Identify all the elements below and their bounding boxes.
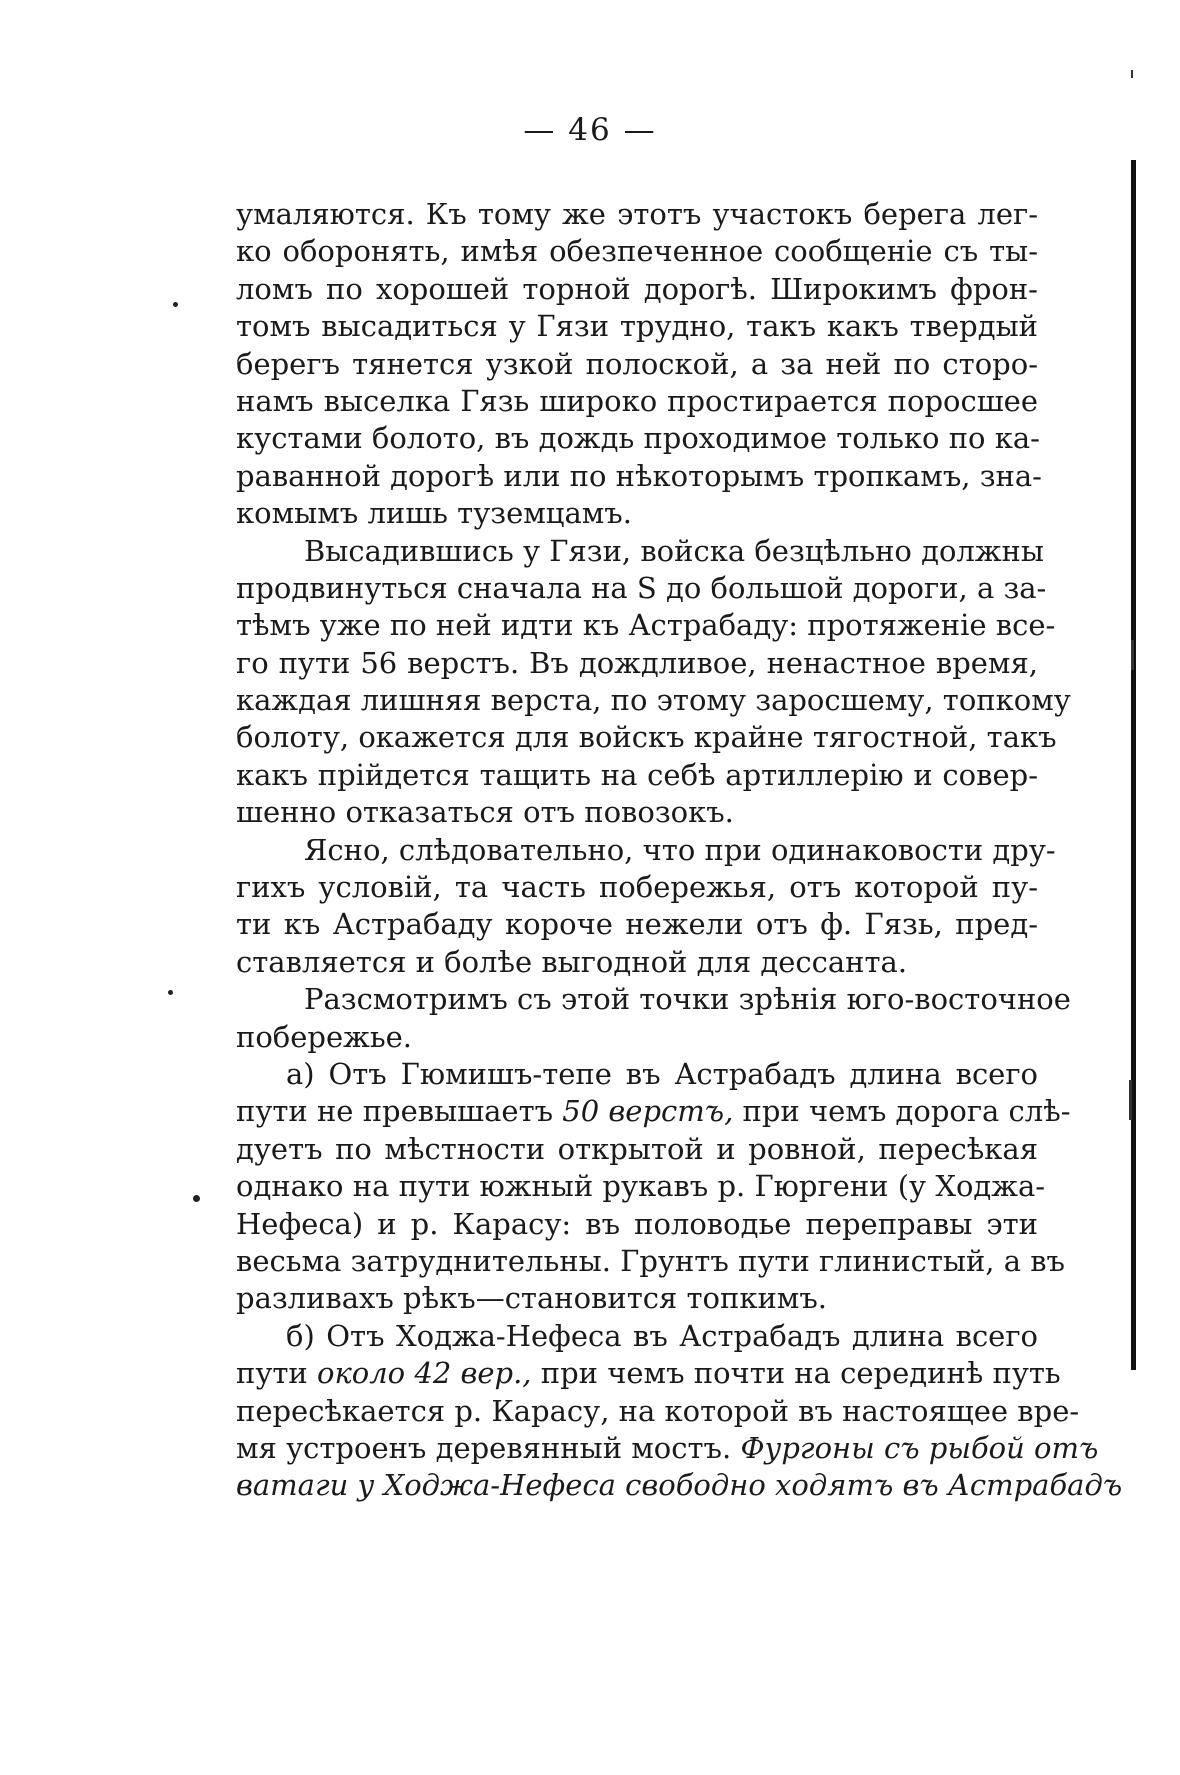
paragraph-start-line <box>236 1318 1038 1355</box>
text-line <box>236 1467 1123 1504</box>
text-line: какъ прійдется тащить на себѣ артиллерію и совер- <box>236 757 1038 792</box>
text-run: а) Отъ Гюмишъ-тепе въ Астрабадъ длина всего <box>286 1056 1038 1091</box>
text-line: ко оборонять, имѣя обезпеченное сообщеніе съ ты- <box>236 234 1038 269</box>
text-run: б) Отъ Ходжа-Нефеса въ Астрабадъ длина всего <box>286 1318 1038 1353</box>
paragraph-start-line <box>236 1056 1038 1093</box>
text-line: продвинуться сначала на S до большой дороги, а за- <box>236 570 1047 605</box>
page-edge-mark <box>1131 70 1133 78</box>
stray-ink-dot <box>193 1195 200 1202</box>
paragraph-start-line: Разсмотримъ съ этой точки зрѣнія юго-восточное <box>304 982 1071 1017</box>
text-line <box>236 1206 1038 1243</box>
text-line: гихъ условій, та часть побережья, отъ которой пу- <box>236 870 1038 905</box>
text-run: при чемъ дорога слѣ- <box>733 1094 1071 1129</box>
text-line: умаляются. Къ тому же этотъ участокъ берега лег- <box>236 197 1038 231</box>
text-line <box>236 1243 1066 1280</box>
text-run: пути не превышаетъ <box>236 1094 563 1129</box>
text-run: дуетъ по мѣстности открытой и ровной, пересѣкая <box>236 1131 1038 1166</box>
text-run: весьма затруднительны. Грунтъ пути глинистый, а въ <box>236 1243 1066 1278</box>
text-line <box>236 1393 1080 1430</box>
italic-run: 50 верстъ, <box>562 1094 734 1129</box>
text-line: ломъ по хорошей торной дорогѣ. Широкимъ фрон- <box>236 271 1038 306</box>
text-line: комымъ лишь туземцамъ. <box>236 496 632 531</box>
text-line: шенно отказаться отъ повозокъ. <box>236 795 734 830</box>
text-line <box>236 1430 1099 1467</box>
text-line: каждая лишняя верста, по этому заросшему, топкому <box>236 683 1071 718</box>
text-run: разливахъ рѣкъ—становится топкимъ. <box>236 1281 828 1316</box>
text-line: ти къ Астрабаду короче нежели отъ ф. Гязь, пред- <box>236 907 1038 942</box>
italic-run: около 42 вер., <box>316 1356 532 1391</box>
text-line: берегъ тянется узкой полоской, а за ней по сторо- <box>236 346 1038 381</box>
text-line <box>236 1093 1071 1130</box>
text-run: Нефеса) и р. Карасу: въ половодье переправы эти <box>236 1206 1038 1241</box>
text-run: мя устроенъ деревянный мостъ. <box>236 1430 741 1465</box>
text-line: раванной дорогѣ или по нѣкоторымъ тропкамъ, зна- <box>236 458 1042 493</box>
text-run: однако на пути южный рукавъ р. Гюргени (у Ходжа- <box>236 1169 1046 1204</box>
text-block <box>236 196 1123 1505</box>
page-edge-rule <box>1131 160 1136 1370</box>
text-line: намъ выселка Гязь широко простирается поросшее <box>236 383 1038 418</box>
stray-ink-dot <box>168 990 173 995</box>
text-line: болоту, окажется для войскъ крайне тягостной, такъ <box>236 720 1057 755</box>
paragraph-start-line: Ясно, слѣдовательно, что при одинаковости дру- <box>304 832 1056 867</box>
stray-ink-dot <box>173 302 178 307</box>
text-line: тѣмъ уже по ней идти къ Астрабаду: протяженіе все- <box>236 608 1056 643</box>
text-line: побережье. <box>236 1019 412 1054</box>
text-line: го пути 56 верстъ. Въ дождливое, ненастное время, <box>236 645 1038 680</box>
page-edge-mark <box>1131 640 1134 670</box>
page-number: — 46 — <box>523 112 657 148</box>
text-run: при чемъ почти на серединѣ путь <box>531 1356 1061 1391</box>
page-edge-mark <box>1129 1080 1132 1120</box>
text-line: томъ высадиться у Гязи трудно, такъ какъ твердый <box>236 309 1038 344</box>
text-run: пересѣкается р. Карасу, на которой въ настоящее вре- <box>236 1393 1080 1428</box>
text-run: пути <box>236 1356 317 1391</box>
italic-run: Фургоны съ рыбой отъ <box>740 1430 1099 1465</box>
paragraph-start-line: Высадившись у Гязи, войска безцѣльно должны <box>304 533 1044 568</box>
text-line: кустами болото, въ дождь проходимое только по ка- <box>236 421 1040 456</box>
italic-run: ватаги у Ходжа-Нефеса свободно ходятъ въ Астрабадъ <box>236 1468 1123 1503</box>
text-line: ставляется и болѣе выгодной для дессанта. <box>236 944 908 979</box>
text-line <box>236 1131 1038 1168</box>
text-line <box>236 1168 1046 1205</box>
text-line <box>236 1355 1061 1392</box>
text-line <box>236 1280 1038 1317</box>
